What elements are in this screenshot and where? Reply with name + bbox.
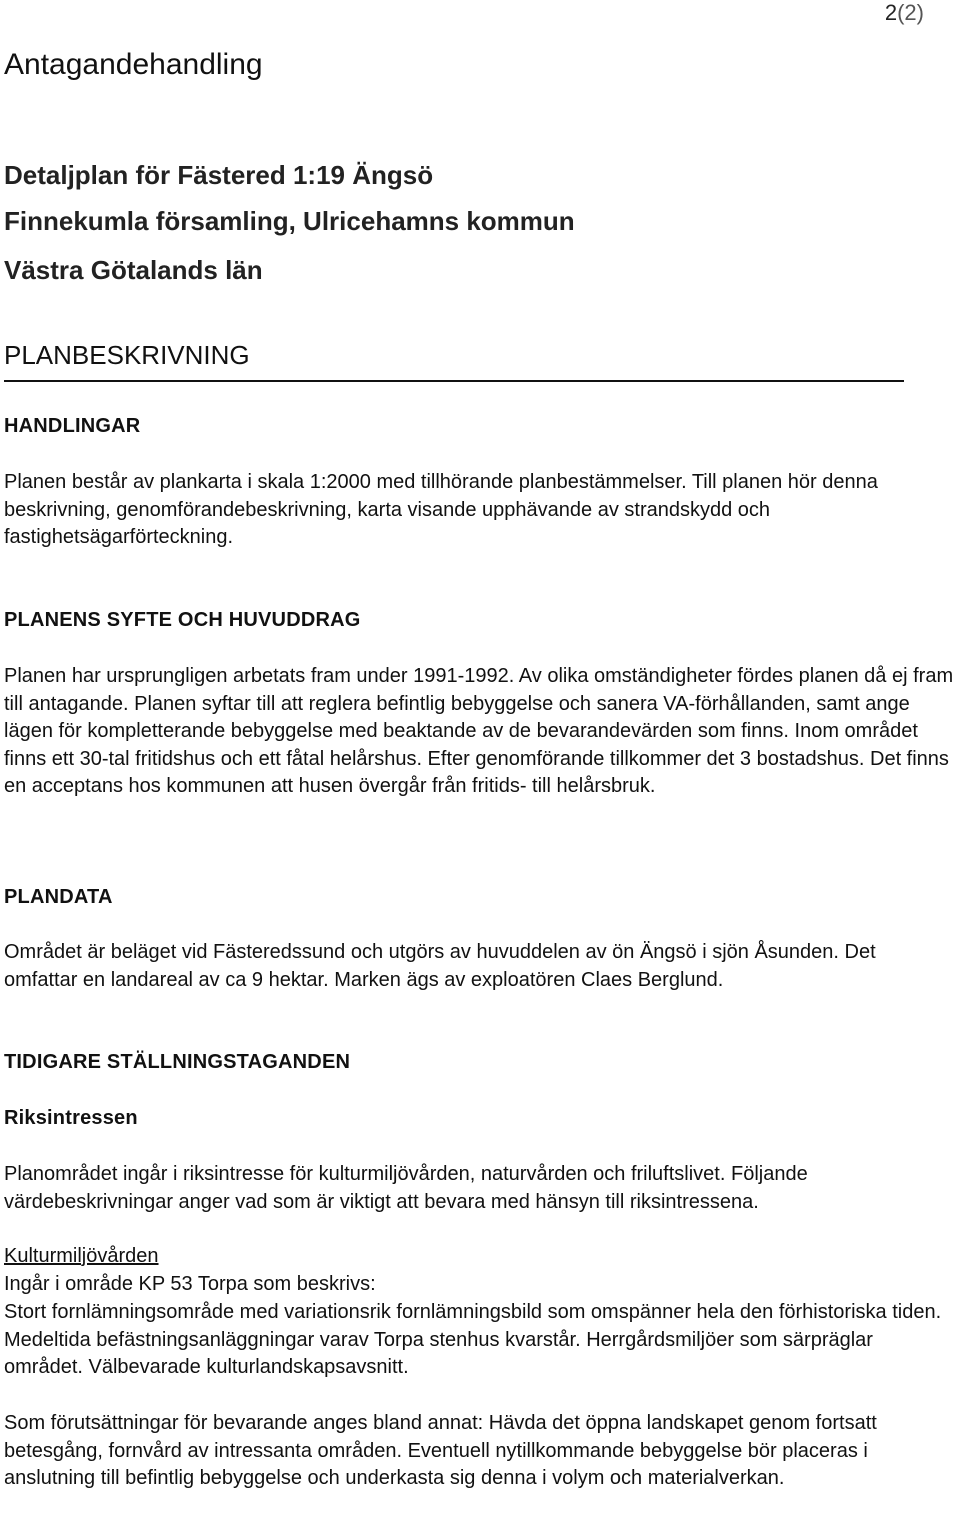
kulturmiljovarden-heading: Kulturmiljövården xyxy=(4,1245,159,1267)
syfte-text: Planen har ursprungligen arbetats fram under 1991-1992. Av olika omständigheter fördes planen då ej fram till antagande. Planen syftar till att reglera befintlig bebyggelse och sanera VA-förhållanden, samt ange lägen för kompletterande bebyggelse med beaktande av de bevarandevärden som finns. Inom området finns ett 30-tal fritidshus och ett fåtal helårshus. Efter genomförande tillkommer det 3 bostadshus. Det finns en acceptans hos kommunen att husen övergår från fritids- till helårsbruk. xyxy=(4,665,954,797)
document-type: Antagandehandling xyxy=(4,48,263,81)
main-heading: PLANBESKRIVNING xyxy=(4,340,250,370)
forutsattningar-text: Som förutsättningar för bevarande anges bland annat: Hävda det öppna landskapet genom fortsatt betesgång, fornvård av intressanta områden. Eventuell nytillkommande bebyggelse bör placeras i anslutning till befintlig bebyggelse och underkasta sig denna i volym och materialverkan. xyxy=(4,1412,877,1489)
kulturmiljovarden-text: Stort fornlämningsområde med variationsrik fornlämningsbild som omspänner hela den förhistoriska tiden. Medeltida befästningsanläggningar varav Torpa stenhus kvarstår. Herrgårdsmiljöer som särpräglar området. Välbevarade kulturlandskapsavsnitt. xyxy=(4,1301,942,1378)
title-line-1: Detaljplan för Fästered 1:19 Ängsö xyxy=(4,160,434,190)
title-line-3: Västra Götalands län xyxy=(4,255,263,285)
riksintressen-text: Planområdet ingår i riksintresse för kulturmiljövården, naturvården och friluftslivet. Följande värdebeskrivningar anger vad som är viktigt att bevara med hänsyn till riksintressena. xyxy=(4,1163,808,1213)
page-number-total: (2) xyxy=(897,0,924,25)
plandata-heading: PLANDATA xyxy=(4,886,113,908)
page-number xyxy=(885,0,924,26)
kulturmiljovarden-intro: Ingår i område KP 53 Torpa som beskrivs: xyxy=(4,1273,376,1295)
page-number-main: 2 xyxy=(884,0,898,25)
handlingar-heading: HANDLINGAR xyxy=(4,415,141,437)
heading-divider xyxy=(4,380,904,382)
tidigare-heading: TIDIGARE STÄLLNINGSTAGANDEN xyxy=(4,1051,351,1073)
syfte-heading: PLANENS SYFTE OCH HUVUDDRAG xyxy=(4,609,361,631)
title-line-2: Finnekumla församling, Ulricehamns kommun xyxy=(4,206,575,236)
riksintressen-heading: Riksintressen xyxy=(4,1107,138,1129)
plandata-text: Området är beläget vid Fästeredssund och utgörs av huvuddelen av ön Ängsö i sjön Åsunden. Det omfattar en landareal av ca 9 hektar. Marken ägs av exploatören Claes Berglund. xyxy=(4,941,876,991)
handlingar-text: Planen består av plankarta i skala 1:2000 med tillhörande planbestämmelser. Till planen hör denna beskrivning, genomförandebeskrivning, karta visande upphävande av strandskydd och fastighetsägarförteckning. xyxy=(4,471,878,548)
